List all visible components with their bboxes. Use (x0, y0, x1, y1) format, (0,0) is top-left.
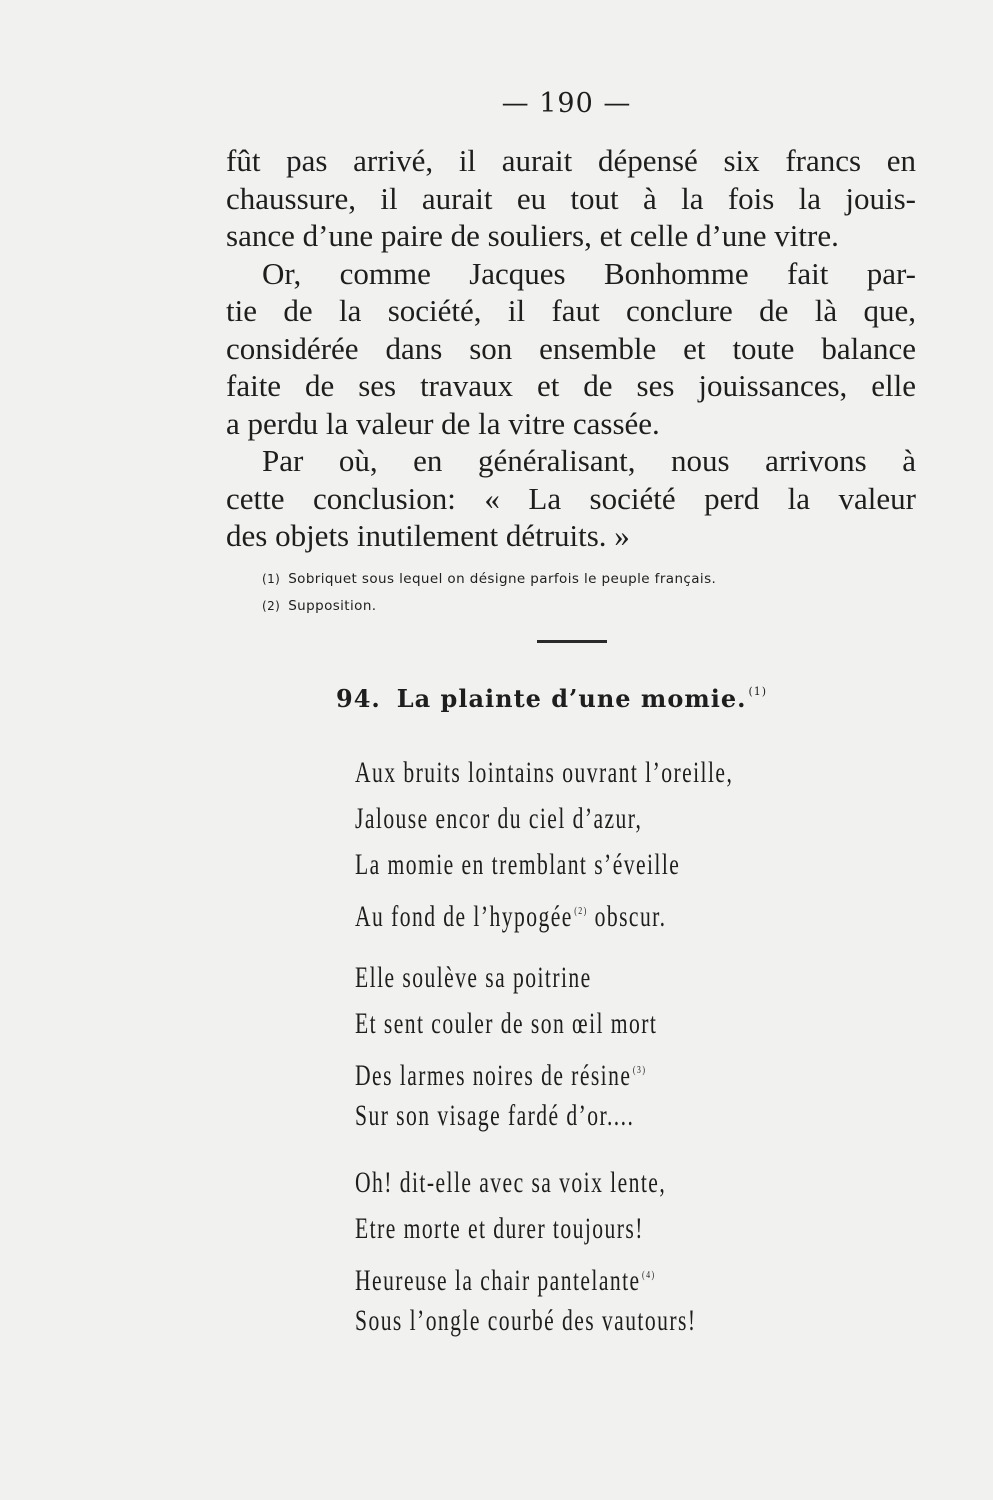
poem-stanza (355, 955, 733, 1139)
poem-title-text: La plainte d’une momie. (396, 684, 747, 713)
poem-verse (355, 1160, 733, 1206)
verse-text: Heureuse la chair pantelante (355, 1264, 641, 1297)
verse-text: Sous l’ongle courbé des vautours! (355, 1304, 697, 1337)
verse-footnote-mark: (3) (632, 1064, 647, 1076)
verse-text: Jalouse encor du ciel d’azur, (355, 802, 643, 835)
footnote-number: (1) (262, 572, 281, 586)
prose-line: cette conclusion: « La société perd la valeur (226, 480, 916, 516)
poem-number: 94. (336, 684, 381, 713)
footnotes-top (262, 566, 716, 620)
poem-verse (355, 1001, 733, 1047)
poem-stanza (355, 750, 733, 934)
prose-line: sance d’une paire de souliers, et celle d’une vitre. (226, 218, 839, 253)
prose-line: tie de la société, il faut conclure de là que, (226, 293, 916, 328)
verse-text: La momie en tremblant s’éveille (355, 848, 681, 881)
verse-text-after: obscur. (587, 900, 667, 933)
footnote (262, 566, 716, 593)
poem-verse (355, 1047, 733, 1093)
verse-text: Des larmes noires de résine (355, 1059, 632, 1092)
poem-title (336, 684, 767, 713)
prose-line: des objets inutilement détruits. » (226, 518, 630, 553)
poem-verse (355, 796, 733, 842)
poem-verse (355, 1298, 733, 1344)
poem-verse (355, 750, 733, 796)
section-divider (537, 640, 607, 643)
poem-body (355, 750, 733, 1344)
prose-line: a perdu la valeur de la vitre cassée. (226, 405, 660, 441)
footnote (262, 593, 716, 620)
poem-verse (355, 842, 733, 888)
verse-text: Et sent couler de son œil mort (355, 1007, 658, 1040)
verse-text: Aux bruits lointains ouvrant l’oreille, (355, 756, 734, 789)
poem-verse (355, 955, 733, 1001)
footnote-text: Sobriquet sous lequel on désigne parfois le peuple français. (288, 571, 717, 587)
verse-footnote-mark: (4) (642, 1269, 656, 1281)
prose-line: Or, comme Jacques Bonhomme fait par- (262, 255, 916, 291)
verse-text: Au fond de l’hypogée (355, 900, 573, 933)
poem-verse (355, 1093, 733, 1139)
prose-text (226, 142, 916, 555)
footnote-number: (2) (262, 599, 281, 613)
poem-verse (355, 1252, 733, 1298)
verse-text: Sur son visage fardé d’or.... (355, 1099, 635, 1132)
prose-line: chaussure, il aurait eu tout à la fois la jouis- (226, 180, 916, 216)
prose-line: faite de ses travaux et de ses jouissances, elle (226, 368, 916, 403)
poem-stanza (355, 1160, 733, 1344)
prose-line: considérée dans son ensemble et toute balance (226, 330, 916, 366)
poem-verse (355, 1206, 733, 1252)
verse-text: Etre morte et durer toujours! (355, 1212, 644, 1245)
poem-title-footnote-mark: (1) (748, 685, 768, 698)
prose-line: fût pas arrivé, il aurait dépensé six francs en (226, 143, 916, 178)
prose-line: Par où, en généralisant, nous arrivons à (262, 443, 916, 478)
page-number: — 190 — (501, 88, 632, 119)
poem-verse (355, 888, 733, 934)
footnote-text: Supposition. (288, 598, 377, 614)
verse-text: Oh! dit-elle avec sa voix lente, (355, 1166, 667, 1199)
verse-text: Elle soulève sa poitrine (355, 961, 592, 994)
verse-footnote-mark: (2) (574, 905, 588, 917)
